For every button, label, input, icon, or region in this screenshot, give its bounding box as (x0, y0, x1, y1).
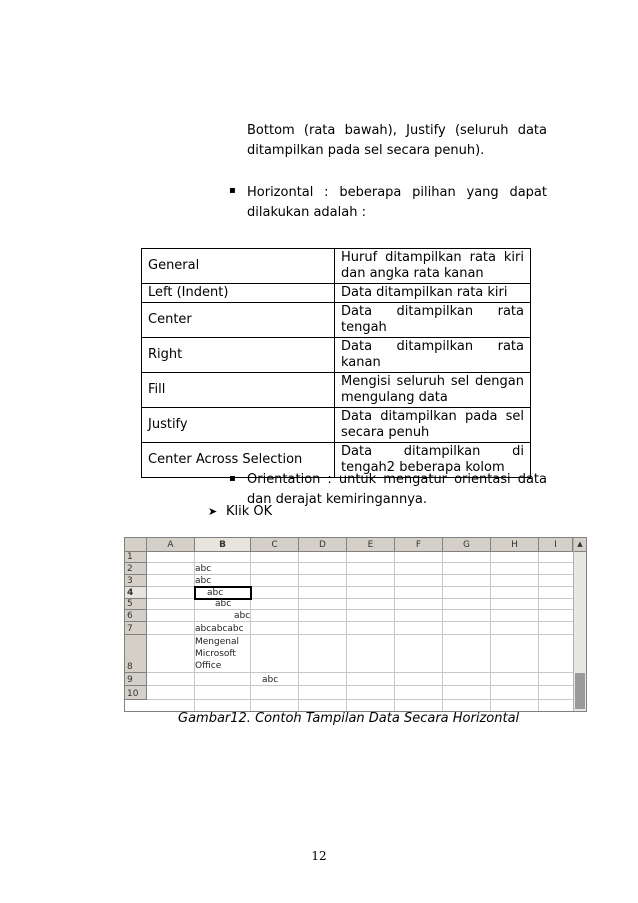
option-description (335, 408, 531, 443)
option-description-line2: secara penuh (341, 425, 430, 440)
square-bullet-icon: ▪ (229, 473, 236, 484)
klik-ok-text: Klik OK (226, 504, 273, 519)
row-header-4[interactable]: 4 (125, 587, 147, 599)
option-name: Fill (142, 373, 335, 408)
column-header-h[interactable]: H (491, 538, 539, 552)
option-description (335, 284, 531, 303)
option-name: Right (142, 338, 335, 373)
column-gridline (394, 552, 395, 711)
bullet-horizontal (247, 183, 547, 223)
option-description-line1: Data ditampilkan rata (341, 304, 524, 319)
column-header-f[interactable]: F (395, 538, 443, 552)
cell-r8-line2[interactable]: Microsoft (195, 649, 236, 659)
row-gridline (147, 672, 573, 673)
option-description-line1: Huruf ditampilkan rata kiri (341, 250, 524, 265)
options-table-row (142, 408, 531, 443)
bullet-horizontal-line2: dilakukan adalah : (247, 205, 366, 220)
bullet-orientation-line1: Orientation : untuk mengatur orientasi data (247, 472, 547, 487)
option-description (335, 249, 531, 284)
row-header-5[interactable]: 5 (125, 599, 147, 610)
cell-r8-line3[interactable]: Office (195, 661, 222, 671)
option-description (335, 303, 531, 338)
option-description-line2: dan angka rata kanan (341, 266, 484, 281)
column-header-i[interactable]: I (539, 538, 573, 552)
scroll-up-arrow-icon[interactable]: ▲ (574, 538, 586, 552)
options-table-row (142, 249, 531, 284)
scroll-thumb[interactable] (575, 673, 585, 709)
cell-r9[interactable]: abc (262, 675, 279, 685)
option-description-line2: kanan (341, 355, 381, 370)
option-description-line1: Data ditampilkan rata kiri (341, 285, 508, 300)
option-description-line2: tengah (341, 320, 387, 335)
column-gridline (298, 552, 299, 711)
figure-caption: Gambar12. Contoh Tampilan Data Secara Horizontal (178, 711, 520, 726)
cell-r8-line1[interactable]: Mengenal (195, 637, 239, 647)
cell-r7[interactable]: abcabcabc (195, 624, 244, 634)
column-gridline (250, 552, 251, 711)
vertical-scrollbar[interactable] (573, 538, 586, 711)
bullet-horizontal-line1: Horizontal : beberapa pilihan yang dapat (247, 185, 547, 200)
option-description (335, 338, 531, 373)
cell-r3[interactable]: abc (195, 576, 212, 586)
klik-ok-line (208, 503, 272, 521)
spreadsheet-screenshot (124, 537, 587, 712)
row-gridline (147, 562, 573, 563)
para1-line1: Bottom (rata bawah), Justify (seluruh data (247, 123, 547, 138)
option-name: Center Across Selection (142, 443, 335, 478)
column-header-b[interactable]: B (195, 538, 251, 552)
bullet-orientation (247, 470, 547, 510)
row-header-7[interactable]: 7 (125, 622, 147, 635)
options-table-row (142, 303, 531, 338)
option-description-line1: Mengisi seluruh sel dengan (341, 374, 524, 389)
column-header-c[interactable]: C (251, 538, 299, 552)
row-header-9[interactable]: 9 (125, 673, 147, 686)
row-gridline (147, 609, 573, 610)
row-header-3[interactable]: 3 (125, 575, 147, 587)
column-gridline (442, 552, 443, 711)
option-name: Justify (142, 408, 335, 443)
bullet-orientation-line2: dan derajat kemiringannya. (247, 492, 427, 507)
row-header-1[interactable]: 1 (125, 552, 147, 563)
row-header-2[interactable]: 2 (125, 563, 147, 575)
column-gridline (538, 552, 539, 711)
column-gridline (490, 552, 491, 711)
option-description-line1: Data ditampilkan pada sel (341, 409, 524, 424)
column-gridline (346, 552, 347, 711)
horizontal-options-table (141, 248, 531, 478)
row-gridline (147, 621, 573, 622)
options-table-row (142, 373, 531, 408)
row-header-6[interactable]: 6 (125, 610, 147, 622)
sheet-corner[interactable] (125, 538, 147, 552)
square-bullet-icon: ▪ (229, 185, 236, 196)
option-description-line2: mengulang data (341, 390, 448, 405)
row-header-10[interactable]: 10 (125, 686, 147, 700)
arrow-bullet-icon: ➤ (208, 505, 218, 518)
column-header-g[interactable]: G (443, 538, 491, 552)
option-description-line2: tengah2 beberapa kolom (341, 460, 505, 475)
cell-r4[interactable]: abc (207, 588, 224, 598)
page-number: 12 (311, 849, 327, 863)
cell-r5[interactable]: abc (215, 599, 232, 609)
row-header-8[interactable]: 8 (125, 635, 147, 673)
column-header-a[interactable]: A (147, 538, 195, 552)
paragraph-alignment (247, 121, 547, 161)
option-name: Center (142, 303, 335, 338)
options-table-row (142, 338, 531, 373)
row-gridline (147, 699, 573, 700)
column-header-e[interactable]: E (347, 538, 395, 552)
row-gridline (147, 685, 573, 686)
option-description-line1: Data ditampilkan di (341, 444, 524, 459)
option-description (335, 373, 531, 408)
cell-r2[interactable]: abc (195, 564, 212, 574)
option-description-line1: Data ditampilkan rata (341, 339, 524, 354)
column-header-d[interactable]: D (299, 538, 347, 552)
para1-line2: ditampilkan pada sel secara penuh). (247, 143, 485, 158)
cell-r6[interactable]: abc (234, 611, 251, 621)
option-name: Left (Indent) (142, 284, 335, 303)
option-name: General (142, 249, 335, 284)
options-table-row (142, 284, 531, 303)
